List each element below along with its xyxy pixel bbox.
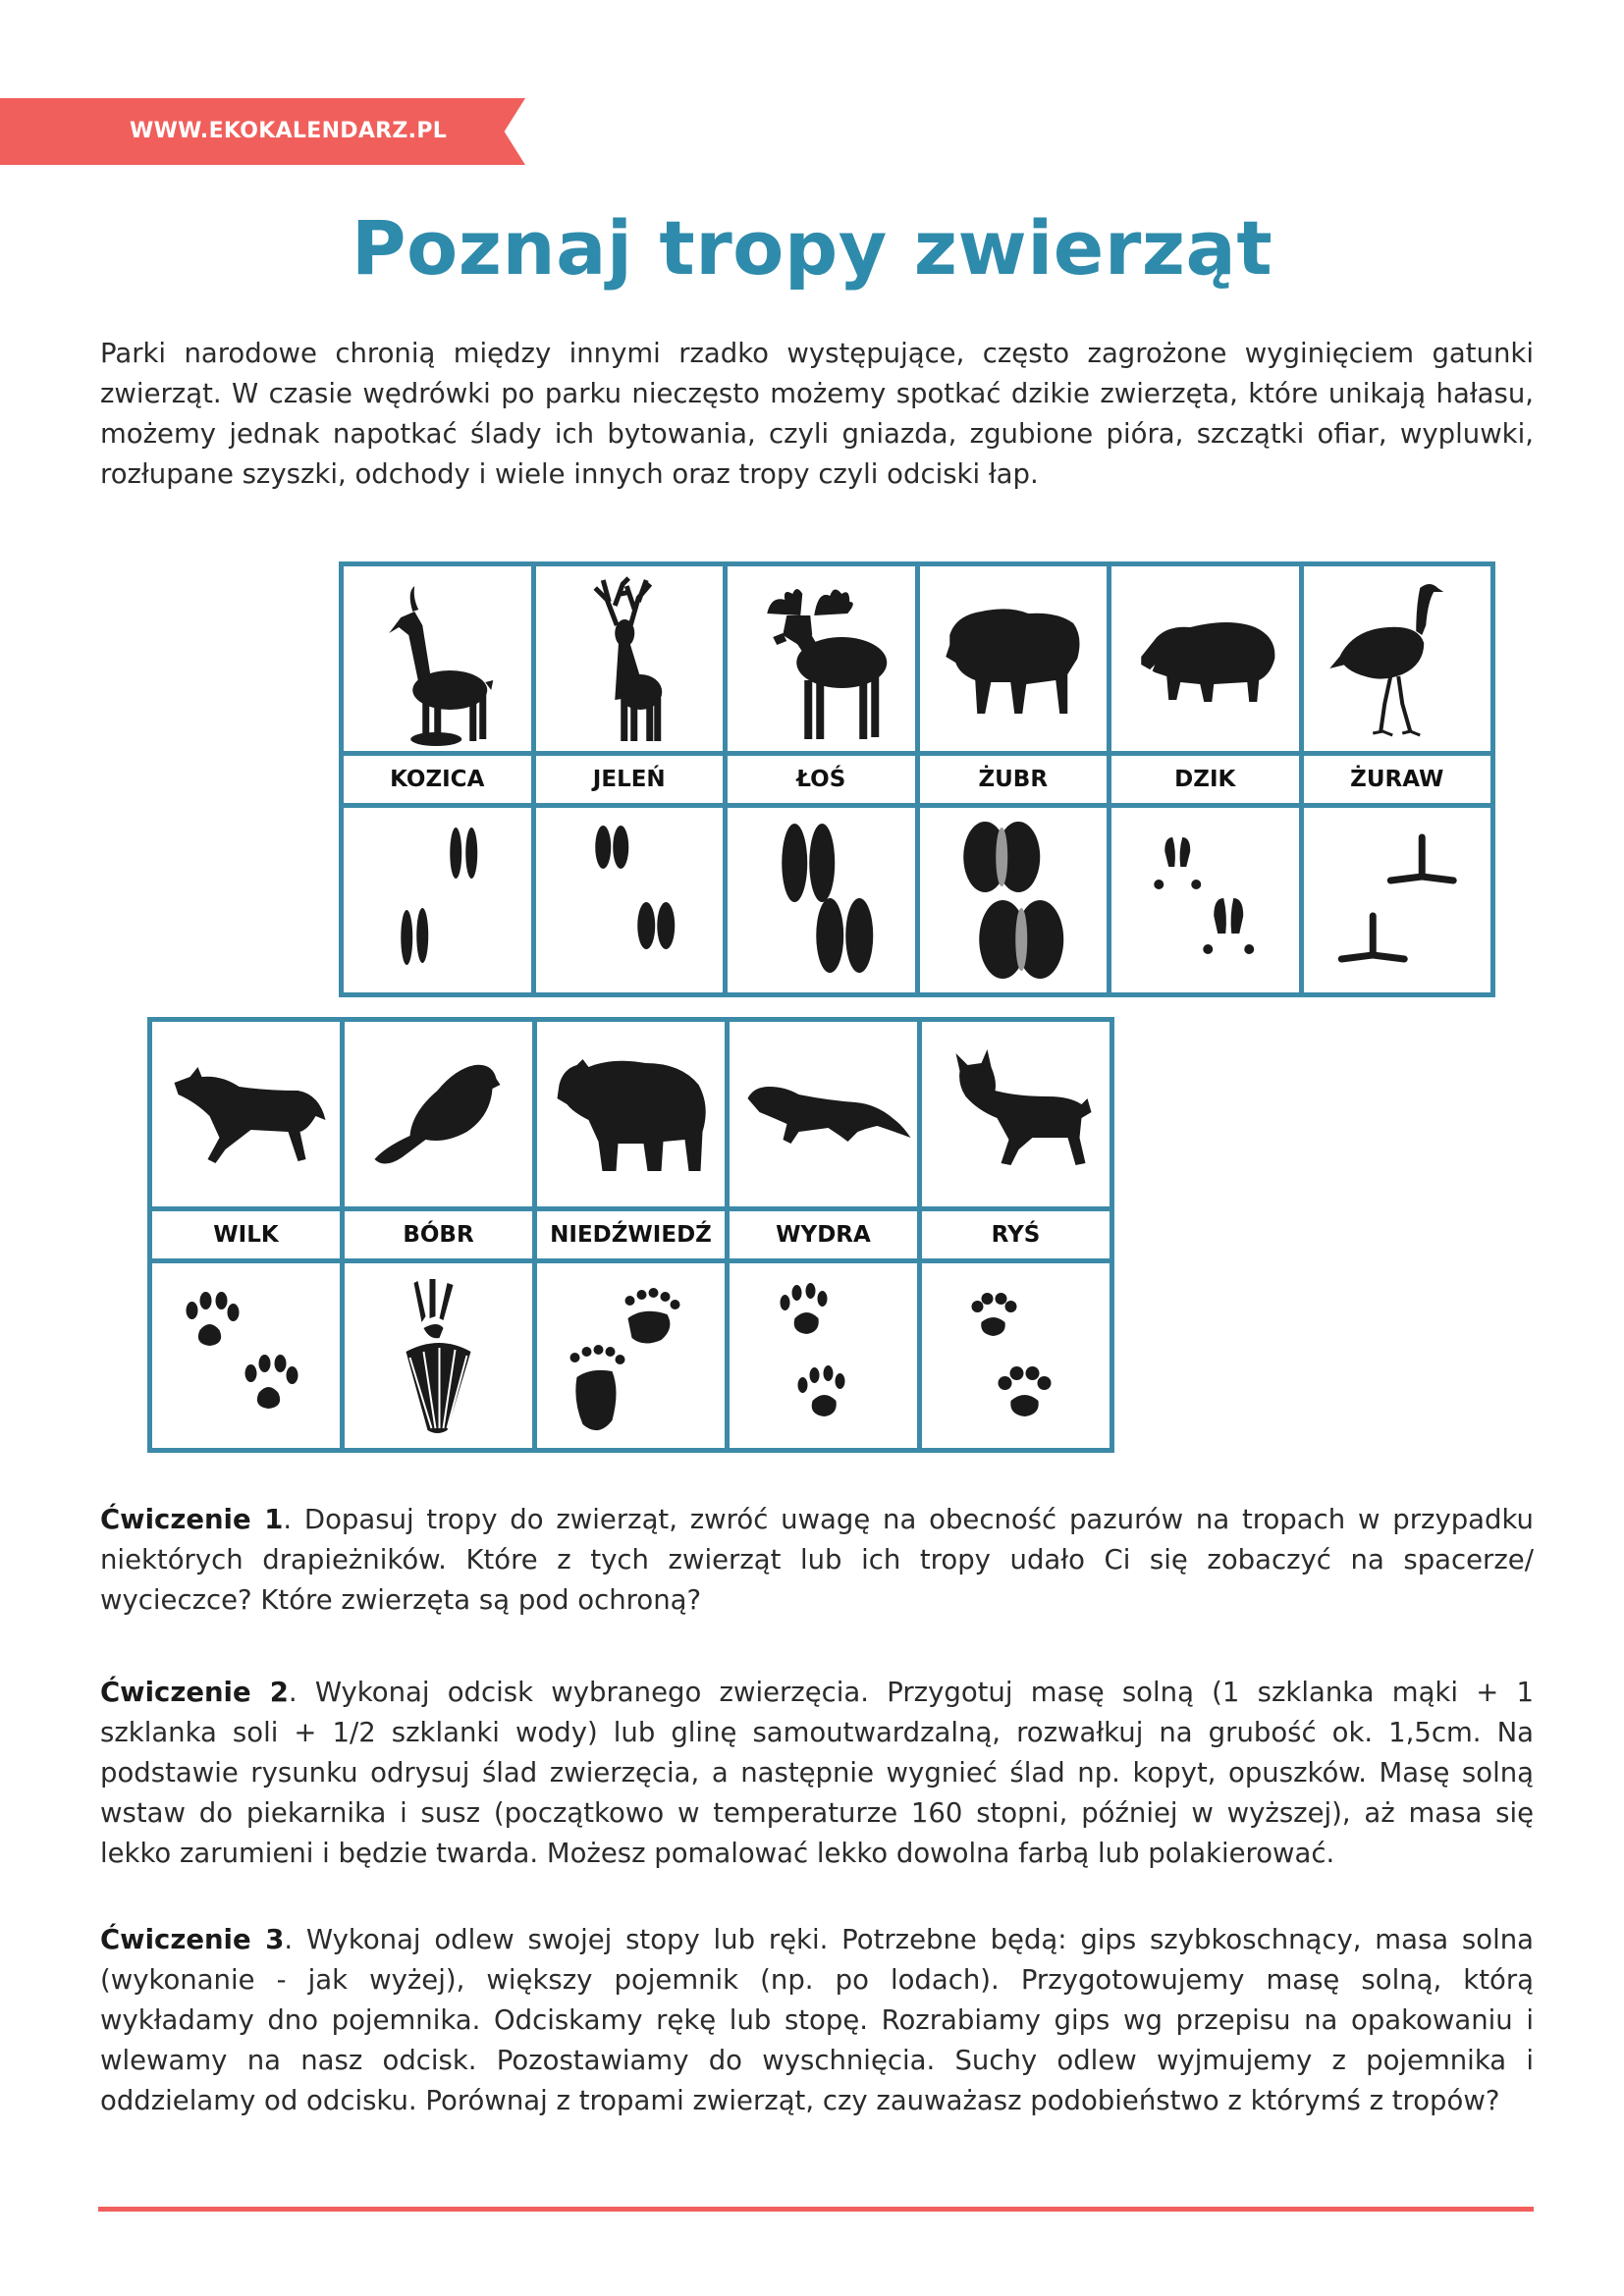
animal-name-kozica: KOZICA xyxy=(344,756,531,803)
animal-name-dzik: DZIK xyxy=(1111,756,1299,803)
moose-track xyxy=(728,808,915,992)
lynx-icon xyxy=(922,1022,1110,1206)
animal-name-niedzwiedz: NIEDŹWIEDŹ xyxy=(537,1211,725,1258)
bison-track xyxy=(920,808,1108,992)
otter-track xyxy=(730,1263,917,1448)
beaver-silhouette xyxy=(345,1022,532,1206)
deer-track xyxy=(536,808,724,992)
wolf-track xyxy=(152,1263,340,1448)
wolf-icon xyxy=(152,1022,340,1206)
exercise-3 xyxy=(100,1920,1534,2121)
beaver-track xyxy=(345,1263,532,1448)
crane-icon xyxy=(1304,566,1491,751)
bison-track-icon xyxy=(920,808,1108,992)
crane-track xyxy=(1304,808,1491,992)
bear-track-icon xyxy=(537,1263,725,1448)
exercise-1-text: . Dopasuj tropy do zwierząt, zwróć uwagę na obecność pazurów na tropach w przypadku niektórych drapieżników. Które z tych zwierząt lub ich tropy udało Ci się zobaczyć na spacerze/ wycieczce? Które zwierzęta są pod ochroną? xyxy=(100,1504,1534,1616)
moose-track-icon xyxy=(728,808,915,992)
chamois-silhouette xyxy=(344,566,531,751)
bison-silhouette xyxy=(920,566,1108,751)
crane-silhouette xyxy=(1304,566,1491,751)
footer-divider xyxy=(98,2207,1534,2212)
wolf-silhouette xyxy=(152,1022,340,1206)
lynx-silhouette xyxy=(922,1022,1110,1206)
animals-grid-top xyxy=(339,561,1495,997)
exercise-1-label: Ćwiczenie 1 xyxy=(100,1504,284,1535)
chamois-icon xyxy=(344,566,531,751)
bison-icon xyxy=(920,566,1108,751)
animal-name-zuraw: ŻURAW xyxy=(1304,756,1491,803)
exercise-1 xyxy=(100,1500,1534,1621)
page-title: Poznaj tropy zwierząt xyxy=(351,204,1273,292)
animals-grid-bottom xyxy=(147,1017,1114,1453)
beaver-track-icon xyxy=(345,1263,532,1448)
otter-silhouette xyxy=(730,1022,917,1206)
crane-track-icon xyxy=(1304,808,1491,992)
otter-icon xyxy=(730,1022,917,1206)
bear-icon xyxy=(537,1022,725,1206)
animal-name-jelen: JELEŃ xyxy=(536,756,724,803)
moose-silhouette xyxy=(728,566,915,751)
lynx-track-icon xyxy=(922,1263,1110,1448)
exercise-3-text: . Wykonaj odlew swojej stopy lub ręki. Potrzebne będą: gips szybkoschnący, masa solna (wykonanie - jak wyżej), większy pojemnik (np. po lodach). Przygotowujemy masę solną, którą wykładamy dno pojemnika. Odciskamy rękę lub stopę. Rozrabiamy gips wg przepisu na opakowaniu i wlewamy na nasz odcisk. Pozostawiamy do wyschnięcia. Suchy odlew wyjmujemy z pojemnika i oddzielamy od odcisku. Porównaj z tropami zwierząt, czy zauważasz podobieństwo z którymś z tropów? xyxy=(100,1924,1534,2116)
boar-track xyxy=(1111,808,1299,992)
animal-name-wydra: WYDRA xyxy=(730,1211,917,1258)
chamois-track-icon xyxy=(344,808,531,992)
boar-track-icon xyxy=(1111,808,1299,992)
bear-silhouette xyxy=(537,1022,725,1206)
deer-track-icon xyxy=(536,808,724,992)
animal-name-rys: RYŚ xyxy=(922,1211,1110,1258)
beaver-icon xyxy=(345,1022,532,1206)
animal-name-wilk: WILK xyxy=(152,1211,340,1258)
site-url[interactable]: WWW.EKOKALENDARZ.PL xyxy=(130,119,448,143)
exercise-3-label: Ćwiczenie 3 xyxy=(100,1924,285,1955)
exercise-2-label: Ćwiczenie 2 xyxy=(100,1677,289,1708)
bear-track xyxy=(537,1263,725,1448)
chamois-track xyxy=(344,808,531,992)
exercise-2-text: . Wykonaj odcisk wybranego zwierzęcia. Przygotuj masę solną (1 szklanka mąki + 1 szklanka soli + 1/2 szklanki wody) lub glinę samoutwardzalną, rozwałkuj na grubość ok. 1,5cm. Na podstawie rysunku odrysuj ślad zwierzęcia, a następnie wygnieć ślad np. kopyt, opuszków. Masę solną wstaw do piekarnika i susz (początkowo w temperaturze 160 stopni, później w wyższej), aż masa się lekko zarumieni i będzie twarda. Możesz pomalować lekko dowolna farbą lub polakierować. xyxy=(100,1677,1534,1869)
moose-icon xyxy=(728,566,915,751)
animal-name-zubr: ŻUBR xyxy=(920,756,1108,803)
boar-silhouette xyxy=(1111,566,1299,751)
animal-name-los: ŁOŚ xyxy=(728,756,915,803)
deer-icon xyxy=(536,566,724,751)
deer-silhouette xyxy=(536,566,724,751)
intro-paragraph: Parki narodowe chronią między innymi rzadko występujące, często zagrożone wyginięciem gatunki zwierząt. W czasie wędrówki po parku nieczęsto możemy spotkać dzikie zwierzęta, które unikają hałasu, możemy jednak napotkać ślady ich bytowania, czyli gniazda, zgubione pióra, szczątki ofiar, wypluwki, rozłupane szyszki, odchody i wiele innych oraz tropy czyli odciski łap. xyxy=(100,338,1534,490)
wolf-track-icon xyxy=(152,1263,340,1448)
exercise-2 xyxy=(100,1673,1534,1874)
otter-track-icon xyxy=(730,1263,917,1448)
lynx-track xyxy=(922,1263,1110,1448)
animal-name-bobr: BÓBR xyxy=(345,1211,532,1258)
boar-icon xyxy=(1111,566,1299,751)
